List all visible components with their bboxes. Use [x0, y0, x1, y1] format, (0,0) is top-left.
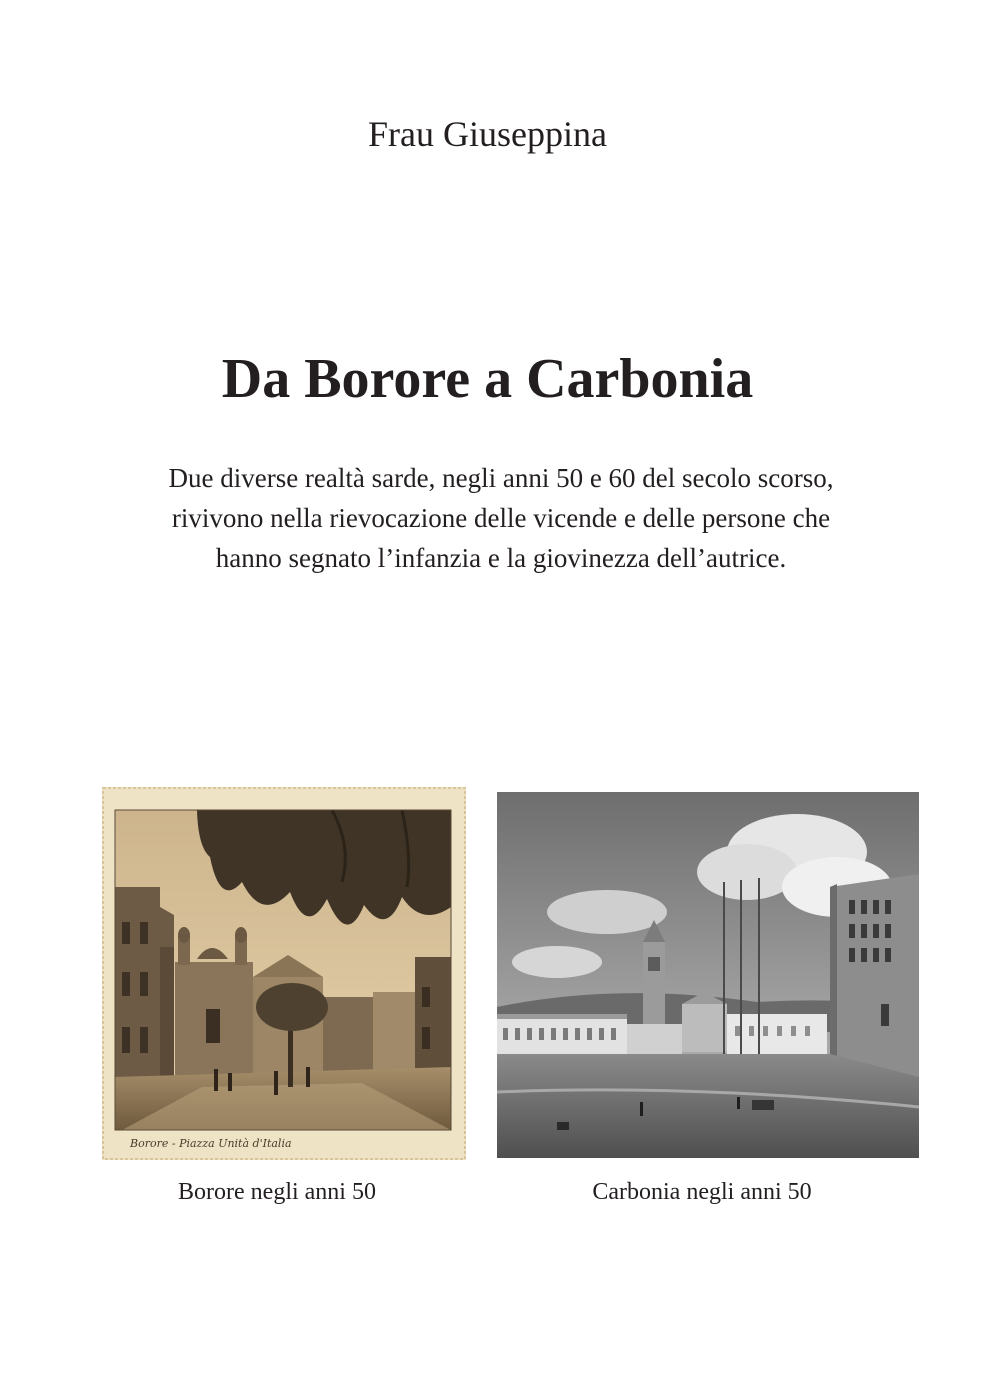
book-title: Da Borore a Carbonia: [221, 348, 754, 410]
postcard-inscription: Borore - Piazza Unità d'Italia: [130, 1137, 292, 1150]
book-description: Due diverse realtà sarde, negli anni 50 e 60 del secolo scorso, rivivono nella rievocazione delle vicende e delle persone che hanno segnato l’infanzia e la giovinezza dell’autrice.: [168, 463, 834, 573]
carbonia-photo: [497, 792, 919, 1158]
borore-photo-caption: Borore negli anni 50: [178, 1179, 376, 1205]
carbonia-photo-caption: Carbonia negli anni 50: [592, 1179, 812, 1205]
author-name: Frau Giuseppina: [368, 114, 607, 154]
borore-photo: [102, 787, 466, 1160]
